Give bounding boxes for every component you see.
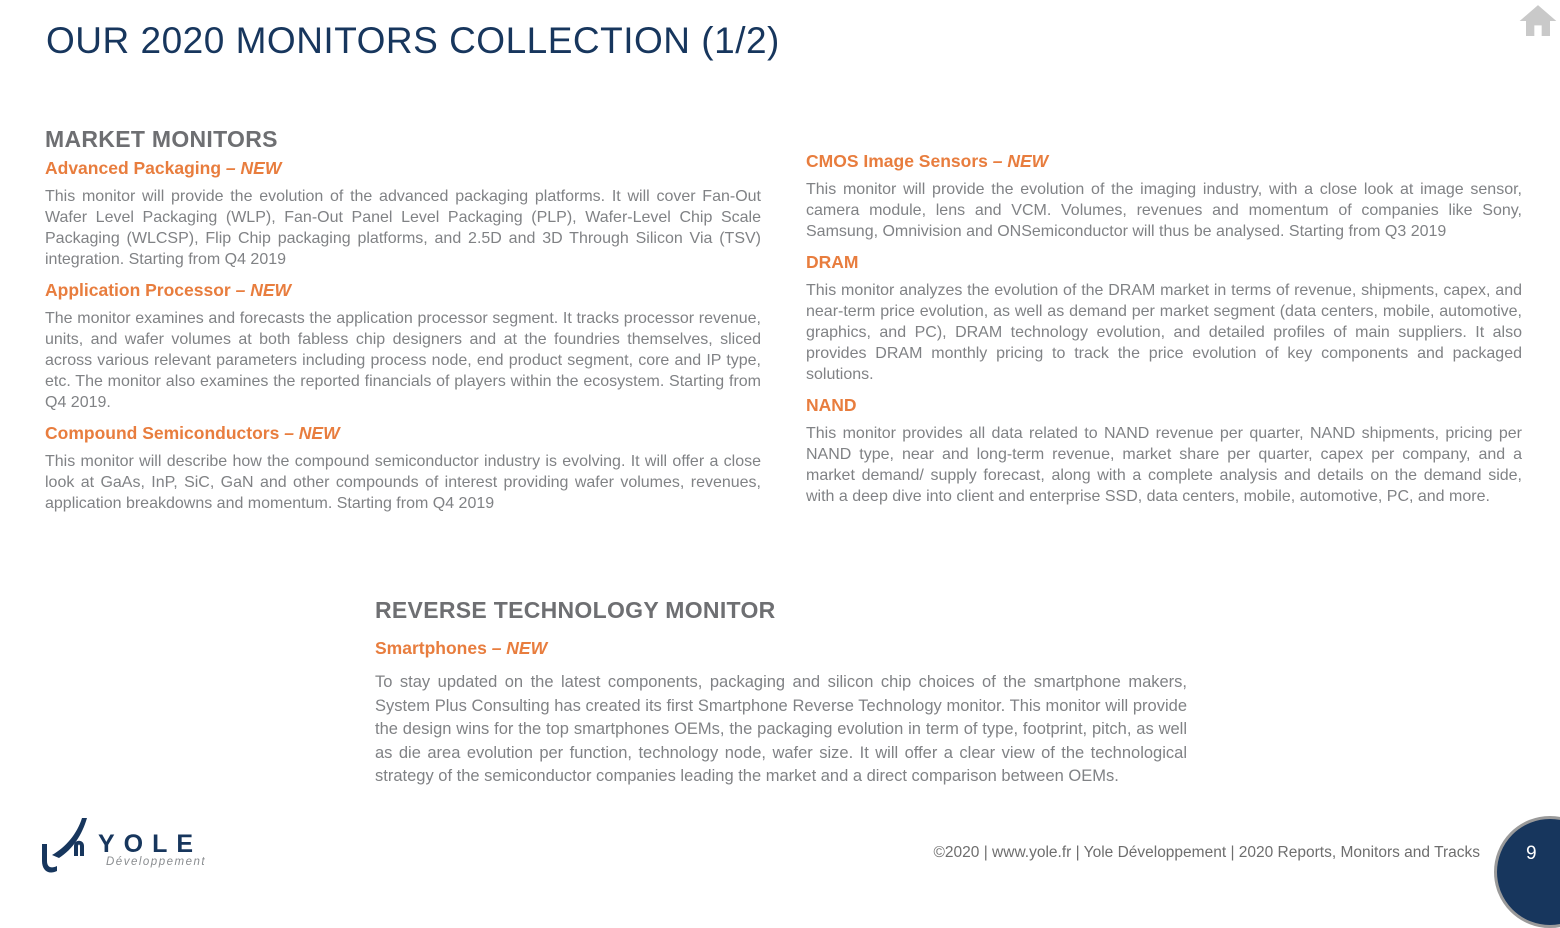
monitor-description: The monitor examines and forecasts the application processor segment. It tracks processor revenue, units, and wafer volumes at both fabless chip designers and at the foundries themselves, sliced across various relevant parameters including process node, end product segment, core and IP type, etc. The monitor also examines the reported financials of players within the ecosystem. Starting from Q4 2019. (45, 310, 761, 411)
market-monitors-heading: MARKET MONITORS (45, 126, 278, 152)
market-monitors-left-column (45, 158, 761, 524)
yole-logo-word: YOLE (98, 830, 203, 858)
monitor-item-advanced-packaging (45, 158, 761, 270)
monitor-description: This monitor will provide the evolution of the imaging industry, with a close look at image sensor, camera module, lens and VCM. Volumes, revenues and momentum of companies like Sony, Samsung, Omnivision and ONSemiconductor will thus be analysed. Starting from Q3 2019 (806, 181, 1522, 240)
monitor-title (806, 252, 1522, 273)
monitor-description: This monitor will describe how the compound semiconductor industry is evolving. It will offer a close look at GaAs, InP, SiC, GaN and other compounds of interest providing wafer volumes, revenues, application breakdowns and momentum. Starting from Q4 2019 (45, 453, 761, 512)
yole-logo-mark-icon (30, 816, 96, 876)
monitor-new-badge: – NEW (235, 280, 292, 300)
yole-logo (30, 816, 210, 876)
footer-copyright: ©2020 | www.yole.fr | Yole Développement | 2020 Reports, Monitors and Tracks (933, 844, 1480, 861)
monitor-title-text: Compound Semiconductors (45, 423, 280, 443)
monitor-item-compound-semiconductors (45, 423, 761, 514)
monitor-item-dram (806, 252, 1522, 385)
reverse-technology-monitor-section (375, 597, 1187, 799)
monitor-title (375, 638, 1187, 659)
monitor-title-text: Application Processor (45, 280, 231, 300)
monitor-title (806, 151, 1522, 172)
monitor-description: This monitor analyzes the evolution of the DRAM market in terms of revenue, shipments, capex, and near-term price evolution, as well as demand per market segment (data centers, mobile, automotive, graphics, and PC), DRAM technology evolution, and detailed profiles of main suppliers. It also provides DRAM monthly pricing to track the price evolution of key components and packaged solutions. (806, 282, 1522, 383)
monitor-title-text: DRAM (806, 252, 859, 272)
page-number-circle (1494, 816, 1560, 928)
monitor-new-badge: – NEW (225, 158, 282, 178)
monitor-item-smartphones (375, 638, 1187, 789)
monitor-title-text: Smartphones (375, 638, 487, 658)
page-title: OUR 2020 MONITORS COLLECTION (1/2) (46, 20, 780, 61)
monitor-description: This monitor provides all data related to NAND revenue per quarter, NAND shipments, pricing per NAND type, near and long-term revenue, market share per quarter, capex per company, and a market demand/ supply forecast, along with a complete analysis and details on the demand side, with a deep dive into client and enterprise SSD, data centers, mobile, automotive, PC, and more. (806, 425, 1522, 505)
monitor-item-cmos-image-sensors (806, 151, 1522, 242)
monitor-title-text: NAND (806, 395, 857, 415)
monitor-title (45, 158, 761, 179)
market-monitors-right-column (806, 151, 1522, 517)
monitor-description: To stay updated on the latest components, packaging and silicon chip choices of the smartphone makers, System Plus Consulting has created its first Smartphone Reverse Technology monitor. This monitor will provide the design wins for the top smartphones OEMs, the packaging evolution in term of type, footprint, pitch, as well as die area evolution per function, technology node, wafer size. It will offer a clear view of the technological strategy of the semiconductor companies leading the market and a direct comparison between OEMs. (375, 673, 1187, 785)
home-icon[interactable] (1518, 4, 1558, 38)
monitor-title-text: Advanced Packaging (45, 158, 222, 178)
monitor-description: This monitor will provide the evolution of the advanced packaging platforms. It will cover Fan-Out Wafer Level Packaging (WLP), Fan-Out Panel Level Packaging (PLP), Wafer-Level Chip Scale Packaging (WLCSP), Flip Chip packaging platforms, and 2.5D and 3D Through Silicon Via (TSV) integration. Starting from Q4 2019 (45, 188, 761, 268)
monitor-title (806, 395, 1522, 416)
monitor-item-nand (806, 395, 1522, 507)
page-number: 9 (1526, 843, 1537, 864)
monitor-new-badge: – NEW (992, 151, 1049, 171)
monitor-title (45, 423, 761, 444)
monitor-new-badge: – NEW (284, 423, 340, 443)
monitor-new-badge: – NEW (491, 638, 548, 658)
monitor-title-text: CMOS Image Sensors (806, 151, 988, 171)
monitor-item-application-processor (45, 280, 761, 413)
monitor-title (45, 280, 761, 301)
reverse-technology-monitor-heading: REVERSE TECHNOLOGY MONITOR (375, 597, 776, 623)
yole-logo-subtitle: Développement (106, 856, 207, 868)
